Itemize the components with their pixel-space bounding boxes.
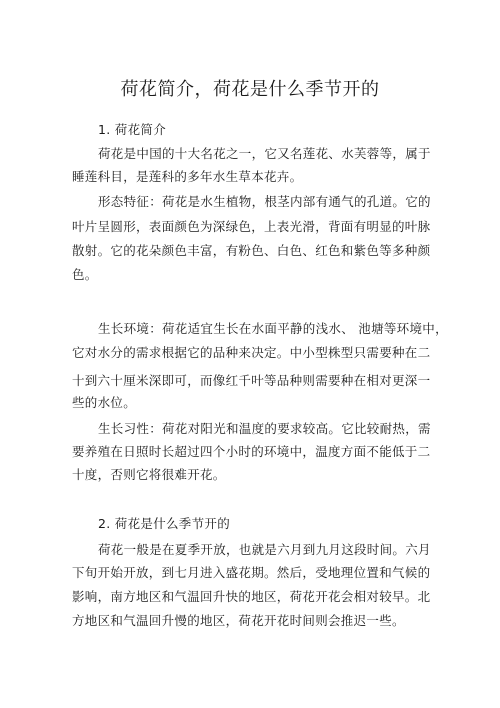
paragraph-line: 形态特征：荷花是水生植物，根茎内部有通气的孔道。它的 bbox=[98, 194, 431, 209]
page-title: 荷花简介，荷花是什么季节开的 bbox=[120, 79, 380, 100]
paragraph-line: 下旬开始开放，到七月进入盛花期。然后，受地理位置和气候的 bbox=[72, 565, 431, 580]
paragraph-line: 十到六十厘米深即可，而像红千叶等品种则需要种在相对更深一 bbox=[72, 373, 431, 388]
paragraph-line: 要养殖在日照时长超过四个小时的环境中，温度方面不能低于二 bbox=[72, 444, 431, 459]
paragraph-line: 色。 bbox=[72, 267, 98, 282]
paragraph-line: 散射。它的花朵颜色丰富，有粉色、白色、红色和紫色等多种颜 bbox=[72, 243, 431, 258]
paragraph-line: 睡莲科目，是莲科的多年水生草本花卉。 bbox=[72, 169, 303, 184]
paragraph-line: 十度，否则它将很难开花。 bbox=[72, 467, 226, 482]
section-heading-intro: 1. 荷花简介 bbox=[98, 122, 166, 137]
paragraph-line: 影响，南方地区和气温回升快的地区，荷花开花会相对较早。北 bbox=[72, 589, 431, 604]
paragraph-line: 些的水位。 bbox=[72, 395, 137, 410]
section-heading-season: 2. 荷花是什么季节开的 bbox=[98, 516, 230, 531]
paragraph-line: 荷花一般是在夏季开放，也就是六月到九月这段时间。六月 bbox=[98, 542, 431, 557]
paragraph-line: 叶片呈圆形，表面颜色为深绿色，上表光滑，背面有明显的叶脉 bbox=[72, 219, 431, 234]
paragraph-line: 生长习性：荷花对阳光和温度的要求较高。它比较耐热，需 bbox=[98, 421, 431, 436]
paragraph-line: 荷花是中国的十大名花之一，它又名莲花、水芙蓉等，属于 bbox=[98, 146, 431, 161]
paragraph-line: 生长环境：荷花适宜生长在水面平静的浅水、 池塘等环境中， bbox=[98, 321, 448, 336]
paragraph-line: 方地区和气温回升慢的地区，荷花开花时间则会推迟一些。 bbox=[72, 613, 405, 628]
paragraph-line: 它对水分的需求根据它的品种来决定。中小型株型只需要种在二 bbox=[72, 345, 431, 360]
